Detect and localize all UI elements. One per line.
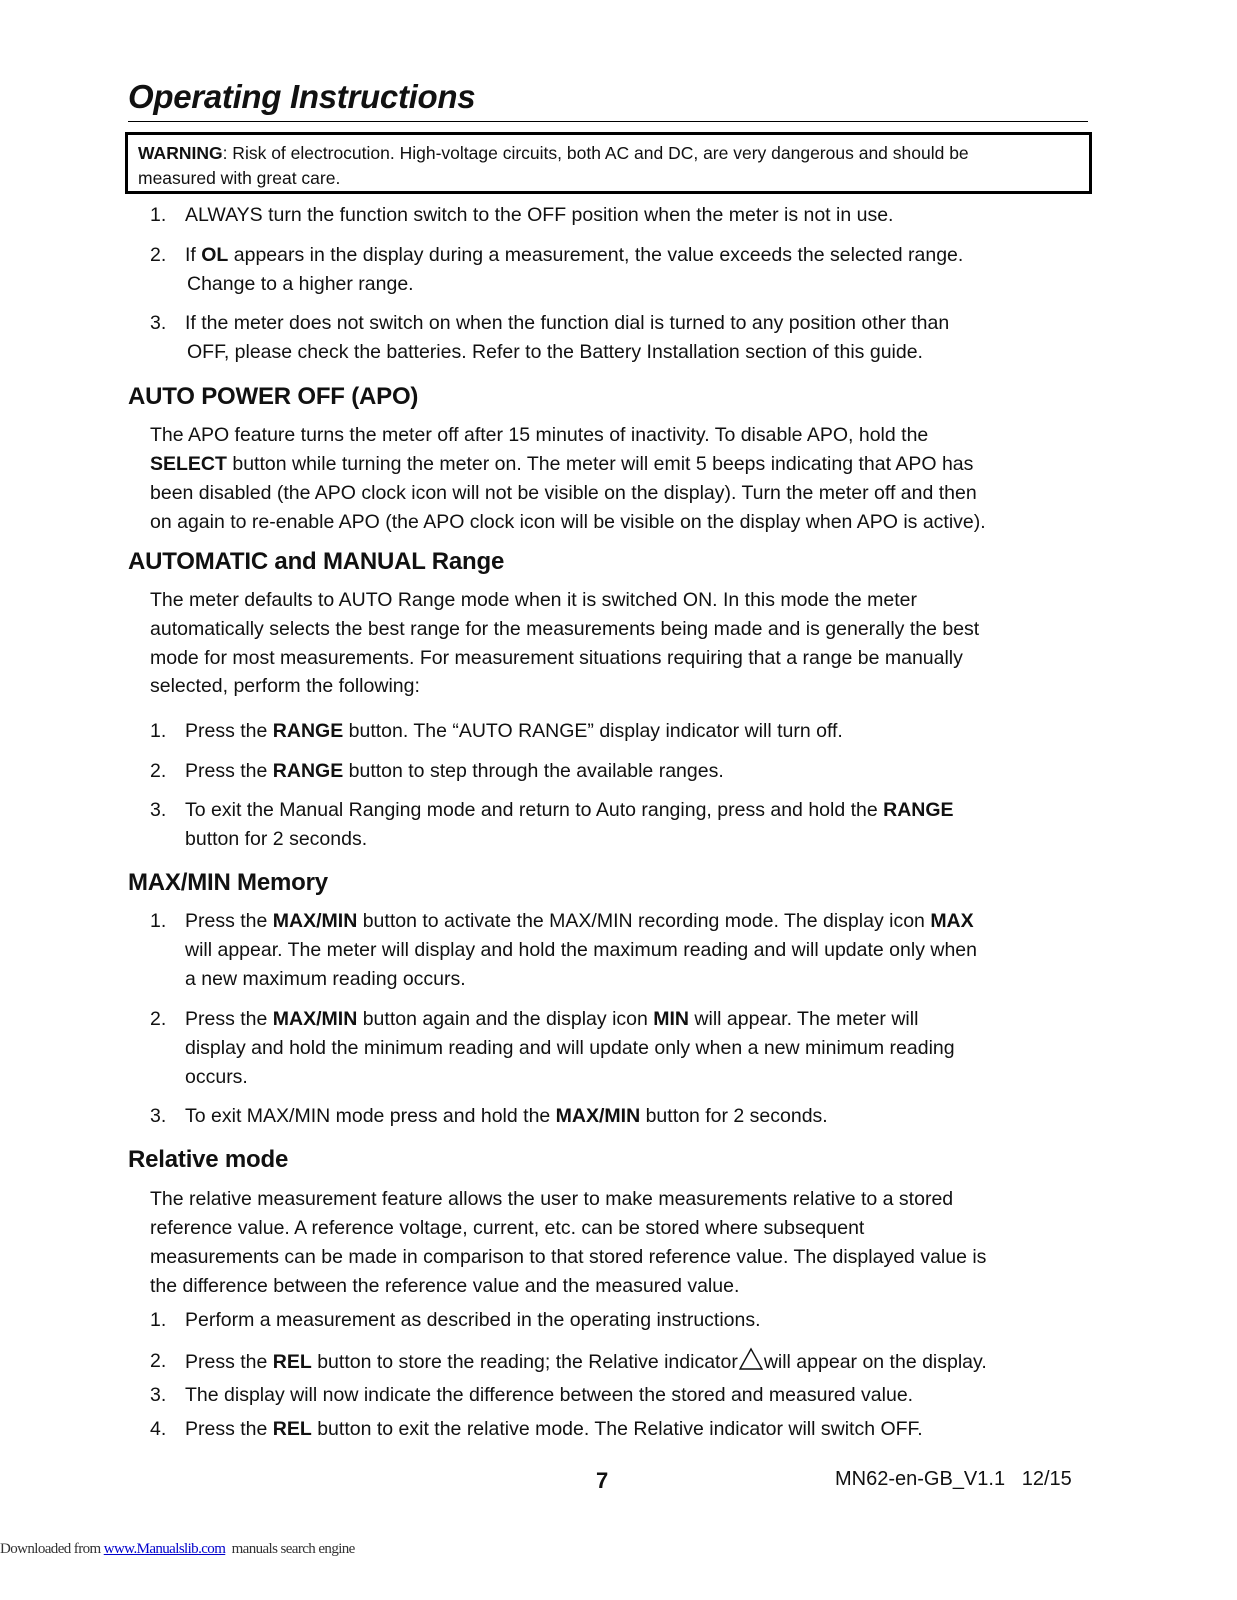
paragraph-line: been disabled (the APO clock icon will not be visible on the display). Turn the meter off and then <box>150 482 977 504</box>
paragraph-line: automatically selects the best range for the measurements being made and is generally the best <box>150 618 980 640</box>
document-id: MN62-en-GB_V1.1 12/15 <box>835 1468 1072 1490</box>
paragraph-line: mode for most measurements. For measurement situations requiring that a range be manually <box>150 647 963 669</box>
section-heading-maxmin: MAX/MIN Memory <box>128 869 328 896</box>
section-heading-relative: Relative mode <box>128 1146 289 1173</box>
paragraph-line: the difference between the reference value and the measured value. <box>150 1275 740 1297</box>
warning-line-1: WARNING: Risk of electrocution. High-voltage circuits, both AC and DC, are very dangerous and should be <box>138 143 969 163</box>
page-number: 7 <box>596 1468 609 1493</box>
paragraph-line: reference value. A reference voltage, current, etc. can be stored where subsequent <box>150 1217 865 1239</box>
section-heading-range: AUTOMATIC and MANUAL Range <box>128 548 505 575</box>
warning-box <box>125 132 1092 194</box>
delta-triangle-icon <box>739 1347 763 1371</box>
paragraph-line: The relative measurement feature allows the user to make measurements relative to a stored <box>150 1188 954 1210</box>
paragraph-line: selected, perform the following: <box>150 675 420 697</box>
title-divider <box>128 121 1088 122</box>
manual-page: Operating Instructions WARNING: Risk of electrocution. High-voltage circuits, both AC and DC, are very dangerous and should be measured with great care. 1. ALWAYS turn the function switch to the OFF position when the meter is not in use. 2. If OL appears in the display during a measurement, the value exceeds the selected range. Change to a higher range. 3. If the meter does not switch on when the function dial is turned to any position other than OFF, please check the batteries. Refer to the Battery Installation section of this guide. AUTO POWER OFF (APO) The APO feature turns the meter off after 15 minutes of inactivity. To disable APO, hold the SELECT button while turning the meter on. The meter will emit 5 beeps indicating that APO has been disabled (the APO clock icon will not be visible on the display). Turn the meter off and then on again to re-enable APO (the APO clock icon will be visible on the display when APO is active). AUTOMATIC and MANUAL Range The meter defaults to AUTO Range mode when it is switched ON. In this mode the meter automatically selects the best range for the measurements being made and is generally the best mode for most measurements. For measurement situations requiring that a range be manually selected, perform the following: 1. Press the RANGE button. The “AUTO RANGE” display indicator will turn off. 2. Press the RANGE button to step through the available ranges. 3. To exit the Manual Ranging mode and return to Auto ranging, press and hold the RANGE button for 2 seconds. MAX/MIN Memory 1. Press the MAX/MIN button to activate the MAX/MIN recording mode. The display icon MAX will appear. The meter will display and hold the maximum reading and will update only when a new maximum reading occurs. 2. Press the MAX/MIN button again and the display icon MIN will appear. The meter will display and hold the minimum reading and will update only when a new minimum reading occurs. 3. To exit MAX/MIN mode press and hold the MAX/MIN button for 2 seconds. Relative mode The relative measurement feature allows the user to make measurements relative to a stored reference value. A reference voltage, current, etc. can be stored where subsequent measurements can be made in comparison to that stored reference value. The displayed value is the difference between the reference value and the measured value. 1. Perform a measurement as described in the operating instructions. 2. Press the REL button to store the reading; the Relative indicator will appear on the display. 3. The display will now indicate the difference between the stored and measured value. 4. Press the REL button to exit the relative mode. The Relative indicator will switch OFF. 7 MN62-en-GB_V1.1 12/15 Downloaded from www.Manualslib.com manuals search engine <box>0 0 1237 1600</box>
warning-label: WARNING <box>138 143 223 163</box>
section-heading-apo: AUTO POWER OFF (APO) <box>128 383 419 410</box>
paragraph-line: SELECT button while turning the meter on. The meter will emit 5 beeps indicating that APO has <box>150 453 974 475</box>
warning-line-2: measured with great care. <box>138 168 341 188</box>
download-footer: Downloaded from www.Manualslib.com manuals search engine <box>0 1541 355 1557</box>
paragraph-line: The meter defaults to AUTO Range mode when it is switched ON. In this mode the meter <box>150 589 917 611</box>
paragraph-line: The APO feature turns the meter off after 15 minutes of inactivity. To disable APO, hold the <box>150 424 929 446</box>
manualslib-link[interactable]: www.Manualslib.com <box>103 1541 226 1557</box>
page-title: Operating Instructions <box>128 78 476 115</box>
paragraph-line: on again to re-enable APO (the APO clock icon will be visible on the display when APO is active). <box>150 511 986 533</box>
paragraph-line: measurements can be made in comparison to that stored reference value. The displayed value is <box>150 1246 987 1268</box>
